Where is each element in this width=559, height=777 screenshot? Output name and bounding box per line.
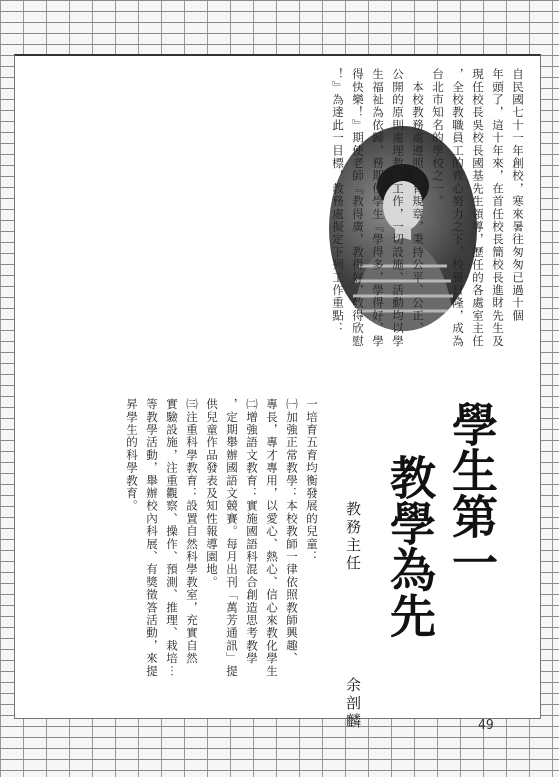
- point-line-9: 等教學活動，舉辦校內科展、有獎徵答活動，來提: [145, 398, 159, 678]
- intro-line-10: ！』為達此一目標，教務處擬定下列工作重點：: [331, 68, 345, 335]
- point-line-6: 供兒童作品發表及知性報導園地。: [205, 398, 219, 589]
- point-line-8: 實驗設施，注重觀察、操作、預測、推理、栽培⋯: [165, 398, 179, 678]
- intro-line-5: 台北市知名的學校之一。: [431, 68, 445, 208]
- intro-line-8: 生福祉為依歸，務期使學生『學得多，學得好，學: [371, 68, 385, 348]
- work-points-block: [86, 398, 322, 678]
- author-role: 教務主任: [344, 501, 362, 573]
- point-line-7: ㈢注重科學教育：設置自然科學教室，充實自然: [185, 398, 199, 665]
- author-name: 余剖麟: [344, 677, 362, 731]
- intro-line-4: ，全校教職員工的齊心努力之下，校譽日隆，成為: [451, 68, 465, 348]
- author-byline: [343, 501, 363, 731]
- page-number: 49: [478, 718, 494, 733]
- intro-text-block: [292, 68, 528, 368]
- intro-line-1: 自民國七十一年創校，寒來暑往匆匆已過十個: [511, 68, 525, 322]
- point-line-2: ㈠加強正常教學：本校教師一律依照教師興趣、: [285, 398, 299, 665]
- point-line-5: ，定期舉辦國語文競賽。每月出刊「萬芳通訊」提: [225, 398, 239, 678]
- intro-line-9: 得快樂！』期使老師『教得廣，教得好，教得欣慰: [351, 68, 365, 348]
- point-heading: 一培育五育均衡發展的兒童：: [305, 398, 319, 564]
- intro-line-6: 本校教務處遵照教育規章，秉持公平、公正、: [411, 68, 425, 335]
- article-title-line-2: 教學為先: [383, 454, 437, 638]
- article-title-line-1: 學生第一: [445, 401, 499, 585]
- point-line-4: ㈡增強語文教育：實施國語科混合創造思考教學: [245, 398, 259, 665]
- point-line-10: 昇學生的科學教育。: [125, 398, 139, 513]
- intro-line-3: 現任校長吳校長國基先生領導，歷任的各處室主任: [471, 68, 485, 348]
- intro-line-7: 公開的原則處理教務工作，一切設施、活動均以學: [391, 68, 405, 348]
- intro-line-2: 年頭了，這十年來，在首任校長簡校長進財先生及: [491, 68, 505, 348]
- point-line-3: 專長，專才專用，以愛心、熱心、信心來教化學生: [265, 398, 279, 678]
